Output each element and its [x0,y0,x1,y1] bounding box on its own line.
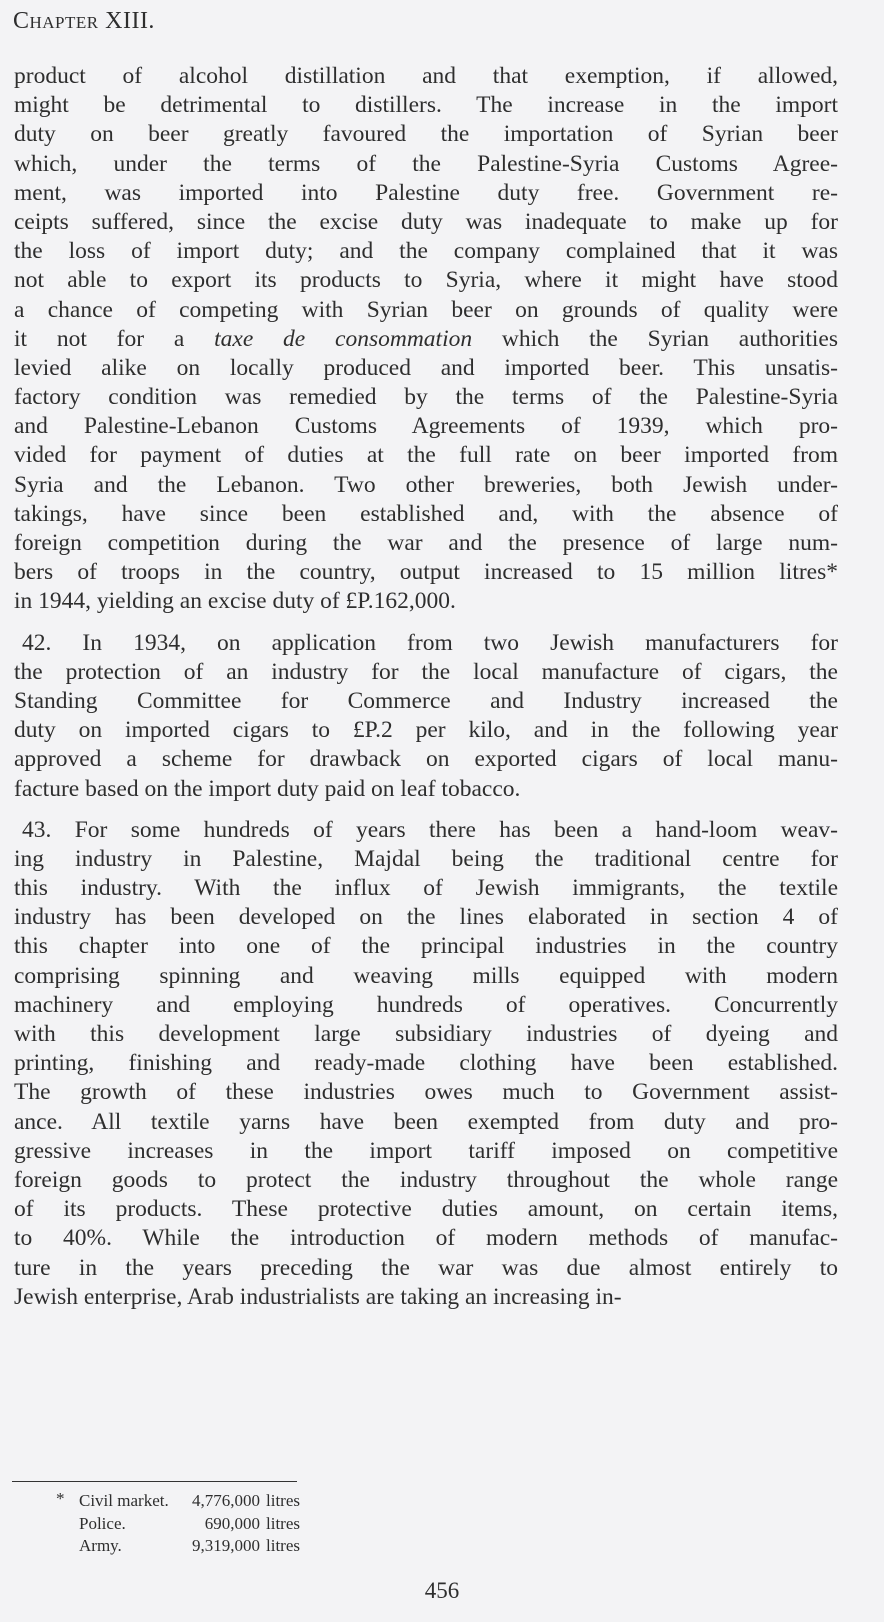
text-line: might be detrimental to distillers. The increase in the import [14,92,838,119]
footnote-value-cell [140,1535,300,1558]
text-line: Standing Committee for Commerce and Industry increased the [14,687,838,714]
text-line: gressive increases in the import tariff imposed on competitive [14,1137,838,1164]
text-line: ment, was imported into Palestine duty free. Government re- [14,179,838,206]
footnote-row [0,1535,300,1558]
page-number: 456 [424,1578,460,1603]
footnote-value-cell [140,1490,300,1513]
text-line: with this development large subsidiary industries of dyeing and [14,1021,838,1047]
footnote-label: Police. [79,1513,126,1533]
footnote-marker: * [56,1489,65,1508]
footnote-label: Army. [79,1536,122,1555]
footnote-value: 9,319,000 [192,1536,260,1555]
text-line: a chance of competing with Syrian beer on grounds of quality were [14,296,838,323]
paragraph [14,629,838,804]
footnote-value: 4,776,000 [192,1491,260,1510]
text-line: it not for a taxe de consommation which the Syrian authorities [14,325,838,352]
text-line: the loss of import duty; and the company complained that it was [14,238,838,265]
body-text [14,62,838,1324]
paragraph [14,816,838,1312]
text-line: facture based on the import duty paid on leaf tobacco. [14,775,521,802]
chapter-header: Chapter XIII. [13,8,155,34]
footnote-unit: litres [266,1513,300,1533]
text-line: comprising spinning and weaving mills equipped with modern [14,962,838,989]
text-line: ture in the years preceding the war was due almost entirely to [14,1254,838,1281]
footnote-value-cell [140,1513,300,1536]
text-line: not able to export its products to Syria, where it might have stood [14,267,838,294]
footnote-row [0,1513,300,1536]
text-line: ceipts suffered, since the excise duty was inadequate to make up for [14,208,838,235]
footnote-unit: litres [266,1536,300,1555]
text-line: approved a scheme for drawback on exported cigars of local manu- [14,746,838,773]
text-line: this industry. With the influx of Jewish immigrants, the textile [14,875,838,902]
text-line: foreign competition during the war and the presence of large num- [14,530,838,556]
text-line: which, under the terms of the Palestine-Syria Customs Agree- [14,150,838,177]
text-line: industry has been developed on the lines elaborated in section 4 of [14,904,838,931]
text-line: Syria and the Lebanon. Two other breweries, both Jewish under- [14,471,838,498]
text-line: and Palestine-Lebanon Customs Agreements of 1939, which pro- [14,413,838,440]
footnote-label: Civil market. [79,1491,169,1510]
text-line: takings, have since been established and, with the absence of [14,500,838,527]
text-line: duty on beer greatly favoured the importation of Syrian beer [14,121,838,148]
footnote-unit: litres [266,1491,300,1510]
italic-phrase: taxe de consommation [214,325,473,352]
text-line: product of alcohol distillation and that exemption, if allowed, [14,63,838,89]
footnote [0,1490,300,1558]
text-line: vided for payment of duties at the full rate on beer imported from [14,442,838,469]
text-line: levied alike on locally produced and imported beer. This unsatis- [14,354,838,381]
text-line: 42. In 1934, on application from two Jewish manufacturers for [22,629,838,656]
text-line: bers of troops in the country, output increased to 15 million litres* [14,559,838,586]
footnote-row [0,1490,300,1513]
text-line: 43. For some hundreds of years there has been a hand-loom weav- [22,816,838,843]
text-line: duty on imported cigars to £P.2 per kilo, and in the following year [14,717,838,744]
text-line: of its products. These protective duties amount, on certain items, [14,1196,838,1223]
paragraph [14,62,838,617]
text-line: this chapter into one of the principal industries in the country [14,933,838,960]
text-line: foreign goods to protect the industry throughout the whole range [14,1166,838,1193]
footnote-value: 690,000 [204,1513,260,1533]
footnote-divider [12,1481,297,1482]
text-line: to 40%. While the introduction of modern methods of manufac- [14,1225,838,1252]
text-line: machinery and employing hundreds of operatives. Concurrently [14,991,838,1018]
text-line: Jewish enterprise, Arab industrialists are taking an increasing in- [14,1283,622,1310]
text-line: The growth of these industries owes much to Government assist- [14,1079,838,1106]
text-line: factory condition was remedied by the terms of the Palestine-Syria [14,384,838,411]
text-line: printing, finishing and ready-made clothing have been established. [14,1050,838,1077]
text-line: ance. All textile yarns have been exempted from duty and pro- [14,1108,838,1135]
text-line: the protection of an industry for the local manufacture of cigars, the [14,658,838,685]
text-line: ing industry in Palestine, Majdal being the traditional centre for [14,845,838,872]
text-line: in 1944, yielding an excise duty of £P.162,000. [14,588,456,615]
